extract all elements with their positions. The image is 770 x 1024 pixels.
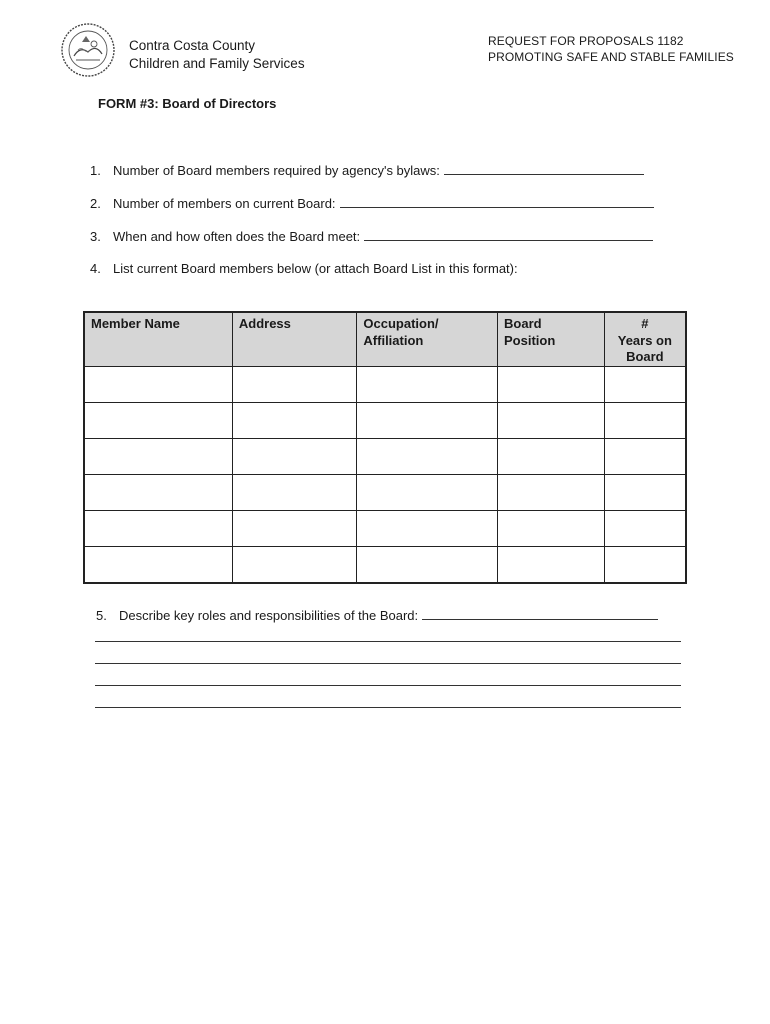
organization-name [129, 37, 305, 72]
header-address [232, 312, 357, 367]
table-cell[interactable] [232, 439, 357, 475]
table-cell[interactable] [357, 439, 498, 475]
answer-blank-field[interactable] [364, 228, 653, 241]
header-years-on-board [604, 312, 686, 367]
header-label: # [641, 316, 649, 331]
form-title: FORM #3: Board of Directors [98, 96, 277, 111]
question-text: When and how often does the Board meet: [113, 229, 361, 244]
header-label: Member Name [91, 316, 180, 331]
header-label: Affiliation [363, 332, 424, 348]
table-cell[interactable] [604, 475, 686, 511]
answer-line[interactable] [95, 663, 681, 664]
answer-blank-field[interactable] [444, 162, 644, 175]
table-header-row [84, 312, 686, 367]
table-cell[interactable] [604, 511, 686, 547]
answer-line[interactable] [95, 685, 681, 686]
table-cell[interactable] [604, 403, 686, 439]
table-cell[interactable] [84, 511, 232, 547]
org-line-1: Contra Costa County [129, 38, 256, 53]
table-cell[interactable] [498, 403, 605, 439]
question-text: Number of members on current Board: [113, 196, 336, 211]
header-occupation-affiliation [357, 312, 498, 367]
table-cell[interactable] [498, 475, 605, 511]
question-5 [96, 607, 658, 623]
question-text: List current Board members below (or attach Board List in this format): [113, 261, 518, 276]
board-members-table [83, 311, 687, 584]
org-line-2: Children and Family Services [129, 55, 305, 71]
header-label: Occupation/ [363, 316, 439, 331]
table-cell[interactable] [84, 547, 232, 584]
table-row [84, 439, 686, 475]
question-number: 1. [90, 163, 101, 178]
question-number: 4. [90, 261, 101, 276]
header-label: Position [504, 332, 556, 348]
table-cell[interactable] [232, 511, 357, 547]
table-cell[interactable] [84, 403, 232, 439]
table-cell[interactable] [84, 439, 232, 475]
rfp-line-2: PROMOTING SAFE AND STABLE FAMILIES [488, 50, 734, 64]
table-cell[interactable] [232, 475, 357, 511]
rfp-line-1: REQUEST FOR PROPOSALS 1182 [488, 34, 684, 48]
question-text: Number of Board members required by agency's bylaws: [113, 163, 440, 178]
table-cell[interactable] [604, 367, 686, 403]
table-cell[interactable] [357, 547, 498, 584]
table-row [84, 403, 686, 439]
table-cell[interactable] [357, 403, 498, 439]
table-cell[interactable] [84, 475, 232, 511]
answer-line[interactable] [95, 707, 681, 708]
question-3 [90, 228, 653, 244]
table-row [84, 367, 686, 403]
header-label: Years on [617, 332, 672, 348]
question-number: 5. [96, 608, 107, 623]
header-label: Board [626, 349, 664, 364]
question-4 [90, 261, 518, 276]
answer-blank-field[interactable] [340, 195, 654, 208]
table-cell[interactable] [498, 547, 605, 584]
table-cell[interactable] [604, 439, 686, 475]
table-cell[interactable] [604, 547, 686, 584]
table-row [84, 511, 686, 547]
table-cell[interactable] [357, 367, 498, 403]
table-cell[interactable] [498, 367, 605, 403]
question-number: 2. [90, 196, 101, 211]
table-row [84, 475, 686, 511]
county-seal-logo [60, 22, 116, 78]
answer-line[interactable] [95, 641, 681, 642]
table-cell[interactable] [357, 475, 498, 511]
table-cell[interactable] [84, 367, 232, 403]
header-label: Address [238, 316, 291, 331]
table-cell[interactable] [498, 439, 605, 475]
rfp-heading [488, 33, 734, 65]
table-row [84, 547, 686, 584]
table-cell[interactable] [232, 403, 357, 439]
question-number: 3. [90, 229, 101, 244]
table-cell[interactable] [357, 511, 498, 547]
table-cell[interactable] [498, 511, 605, 547]
table-cell[interactable] [232, 547, 357, 584]
header-member-name [84, 312, 232, 367]
table-cell[interactable] [232, 367, 357, 403]
answer-blank-field[interactable] [422, 607, 658, 620]
question-text: Describe key roles and responsibilities of the Board: [119, 608, 419, 623]
question-2 [90, 195, 654, 211]
question-1 [90, 162, 644, 178]
header-board-position [498, 312, 605, 367]
header-label: Board [504, 316, 542, 331]
